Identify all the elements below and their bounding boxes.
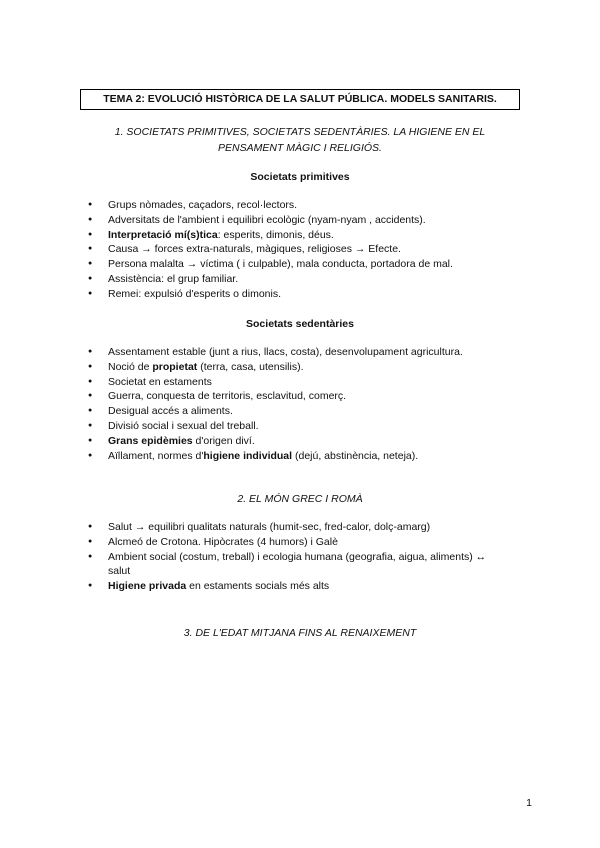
section-1-heading — [80, 124, 520, 156]
list-item: ● Causa → forces extra-naturals, màgiques, religioses → Efecte. — [88, 242, 508, 257]
list-grec-roma — [88, 520, 508, 594]
list-item: ● Guerra, conquesta de territoris, esclavitud, comerç. — [88, 389, 508, 404]
list-item: ● Ambient social (costum, treball) i ecologia humana (geografia, aigua, aliments) ↔ salut — [88, 550, 508, 580]
list-item: ● Salut → equilibri qualitats naturals (humit-sec, fred-calor, dolç-amarg) — [88, 520, 508, 535]
section-2-heading: 2. EL MÓN GREC I ROMÀ — [237, 493, 363, 505]
list-item: ● Divisió social i sexual del treball. — [88, 419, 508, 434]
list-sedentaries — [88, 345, 508, 463]
list-item: ● Assentament estable (junt a rius, llacs, costa), desenvolupament agricultura. — [88, 345, 508, 360]
list-item: ● Aïllament, normes d'higiene individual (dejú, abstinència, neteja). — [88, 449, 508, 464]
page-number: 1 — [526, 797, 532, 809]
list-primitives — [88, 198, 508, 302]
list-item: ● Remei: expulsió d'esperits o dimonis. — [88, 287, 508, 302]
list-item: ● Adversitats de l'ambient i equilibri ecològic (nyam-nyam , accidents). — [88, 213, 508, 228]
list-item: ● Grans epidèmies d'origen diví. — [88, 434, 508, 449]
section-1-line-1: 1. SOCIETATS PRIMITIVES, SOCIETATS SEDENTÀRIES. LA HIGIENE EN EL — [114, 126, 486, 138]
section-1-line-2: PENSAMENT MÀGIC I RELIGIÓS. — [218, 142, 382, 154]
list-item: ● Noció de propietat (terra, casa, utensilis). — [88, 360, 508, 375]
list-item: ● Desigual accés a aliments. — [88, 404, 508, 419]
list-item: ● Alcmeó de Crotona. Hipòcrates (4 humors) i Galè — [88, 535, 508, 550]
document-title: TEMA 2: EVOLUCIÓ HISTÒRICA DE LA SALUT PÚBLICA. MODELS SANITARIS. — [80, 89, 520, 110]
list-item: ● Higiene privada en estaments socials més alts — [88, 579, 508, 594]
list-item: ● Interpretació mí(s)tica: esperits, dimonis, déus. — [88, 228, 508, 243]
list-item: ● Societat en estaments — [88, 375, 508, 390]
list-item: ● Grups nòmades, caçadors, recol·lectors. — [88, 198, 508, 213]
subheading-primitives: Societats primitives — [250, 171, 350, 183]
subheading-sedentaries: Societats sedentàries — [246, 318, 354, 330]
list-item: ● Assistència: el grup familiar. — [88, 272, 508, 287]
section-3-heading: 3. DE L'EDAT MITJANA FINS AL RENAIXEMENT — [183, 627, 417, 639]
list-item: ● Persona malalta → víctima ( i culpable), mala conducta, portadora de mal. — [88, 257, 508, 272]
